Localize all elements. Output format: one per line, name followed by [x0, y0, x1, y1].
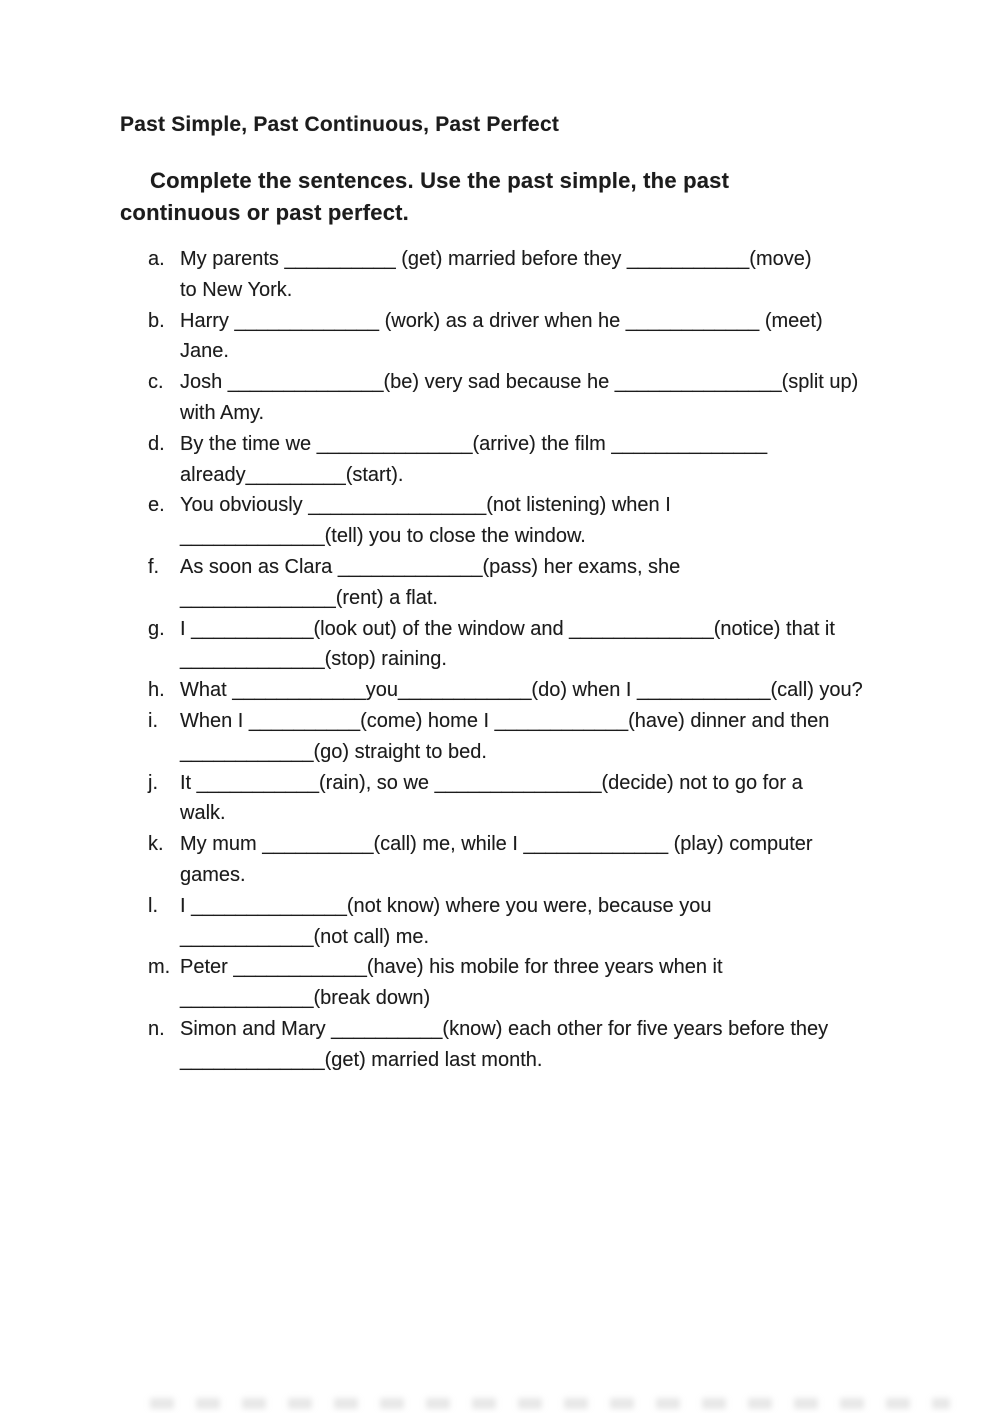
item-text	[180, 675, 938, 706]
item-text	[180, 367, 938, 429]
item-text-line: I ___________(look out) of the window and _____________(notice) that it	[180, 617, 835, 640]
item-text-line: to New York.	[180, 278, 293, 301]
item-text	[180, 768, 938, 830]
item-letter: l.	[148, 894, 158, 917]
item-text	[180, 244, 938, 306]
item-text-line: As soon as Clara _____________(pass) her exams, she	[180, 555, 681, 578]
item-text-line: It ___________(rain), so we _______________(decide) not to go for a	[180, 771, 803, 794]
item-letter: m.	[148, 956, 171, 979]
item-text-line: My mum __________(call) me, while I _____________ (play) computer	[180, 833, 813, 856]
instructions-line-1: Complete the sentences. Use the past simple, the past	[150, 168, 730, 193]
sentence-item	[148, 367, 938, 429]
sentence-item	[148, 552, 938, 614]
item-text	[180, 490, 938, 552]
item-text	[180, 552, 938, 614]
item-text-line: _____________(get) married last month.	[180, 1048, 543, 1071]
item-text-line: games.	[180, 863, 246, 886]
sentence-item	[148, 829, 938, 891]
instructions-line-2: continuous or past perfect.	[120, 200, 409, 225]
item-text	[180, 614, 938, 676]
item-text	[180, 706, 938, 768]
item-text-line: Josh ______________(be) very sad because he _______________(split up)	[180, 371, 859, 394]
item-text-line: What ____________you____________(do) when I ____________(call) you?	[180, 679, 863, 702]
sentence-item	[148, 244, 938, 306]
item-letter: c.	[148, 371, 164, 394]
item-text-line: already_________(start).	[180, 463, 404, 486]
item-letter: e.	[148, 494, 165, 517]
item-text	[180, 829, 938, 891]
item-letter: a.	[148, 248, 165, 270]
sentence-item	[148, 706, 938, 768]
item-text-line: ____________(break down)	[180, 987, 431, 1010]
item-letter: b.	[148, 309, 165, 332]
item-text-line: with Amy.	[180, 401, 265, 424]
item-text-line: When I __________(come) home I ____________(have) dinner and then	[180, 709, 830, 732]
item-text-line: Simon and Mary __________(know) each other for five years before they	[180, 1017, 829, 1040]
item-letter: j.	[148, 771, 158, 794]
item-text-line: Peter ____________(have) his mobile for three years when it	[180, 956, 723, 979]
sentence-item	[148, 614, 938, 676]
item-text-line: I ______________(not know) where you were, because you	[180, 894, 712, 917]
sentence-item	[148, 952, 938, 1014]
instructions	[120, 165, 729, 229]
item-text-line: By the time we ______________(arrive) the film ______________	[180, 432, 768, 455]
worksheet-title: Past Simple, Past Continuous, Past Perfect	[120, 113, 560, 136]
sentence-item	[148, 675, 938, 706]
item-letter: k.	[148, 833, 164, 856]
sentence-item	[148, 768, 938, 830]
item-letter: h.	[148, 679, 165, 702]
item-text-line: _____________(stop) raining.	[180, 648, 447, 671]
item-text-line: _____________(tell) you to close the window.	[180, 525, 586, 548]
item-text-line: ______________(rent) a flat.	[180, 586, 438, 609]
item-text-line: You obviously ________________(not listening) when I	[180, 494, 671, 517]
item-letter: g.	[148, 617, 165, 640]
item-text-line: ____________(go) straight to bed.	[180, 740, 487, 763]
item-text	[180, 1014, 938, 1076]
item-text-line: My parents __________ (get) married before they ___________(move)	[180, 248, 812, 270]
sentence-list	[148, 244, 938, 1076]
sentence-item	[148, 891, 938, 953]
item-letter: i.	[148, 709, 158, 732]
sentence-item	[148, 429, 938, 491]
item-text	[180, 952, 938, 1014]
item-text	[180, 891, 938, 953]
sentence-item	[148, 306, 938, 368]
sentence-item	[148, 490, 938, 552]
page-bottom-scan-artifact	[150, 1398, 950, 1409]
item-text-line: Harry _____________ (work) as a driver when he ____________ (meet)	[180, 309, 823, 332]
item-letter: n.	[148, 1017, 165, 1040]
item-text	[180, 306, 938, 368]
item-text-line: ____________(not call) me.	[180, 925, 430, 948]
item-letter: d.	[148, 432, 165, 455]
item-letter: f.	[148, 555, 160, 578]
item-text-line: Jane.	[180, 340, 229, 363]
sentence-item	[148, 1014, 938, 1076]
item-text	[180, 429, 938, 491]
item-text-line: walk.	[180, 802, 226, 825]
